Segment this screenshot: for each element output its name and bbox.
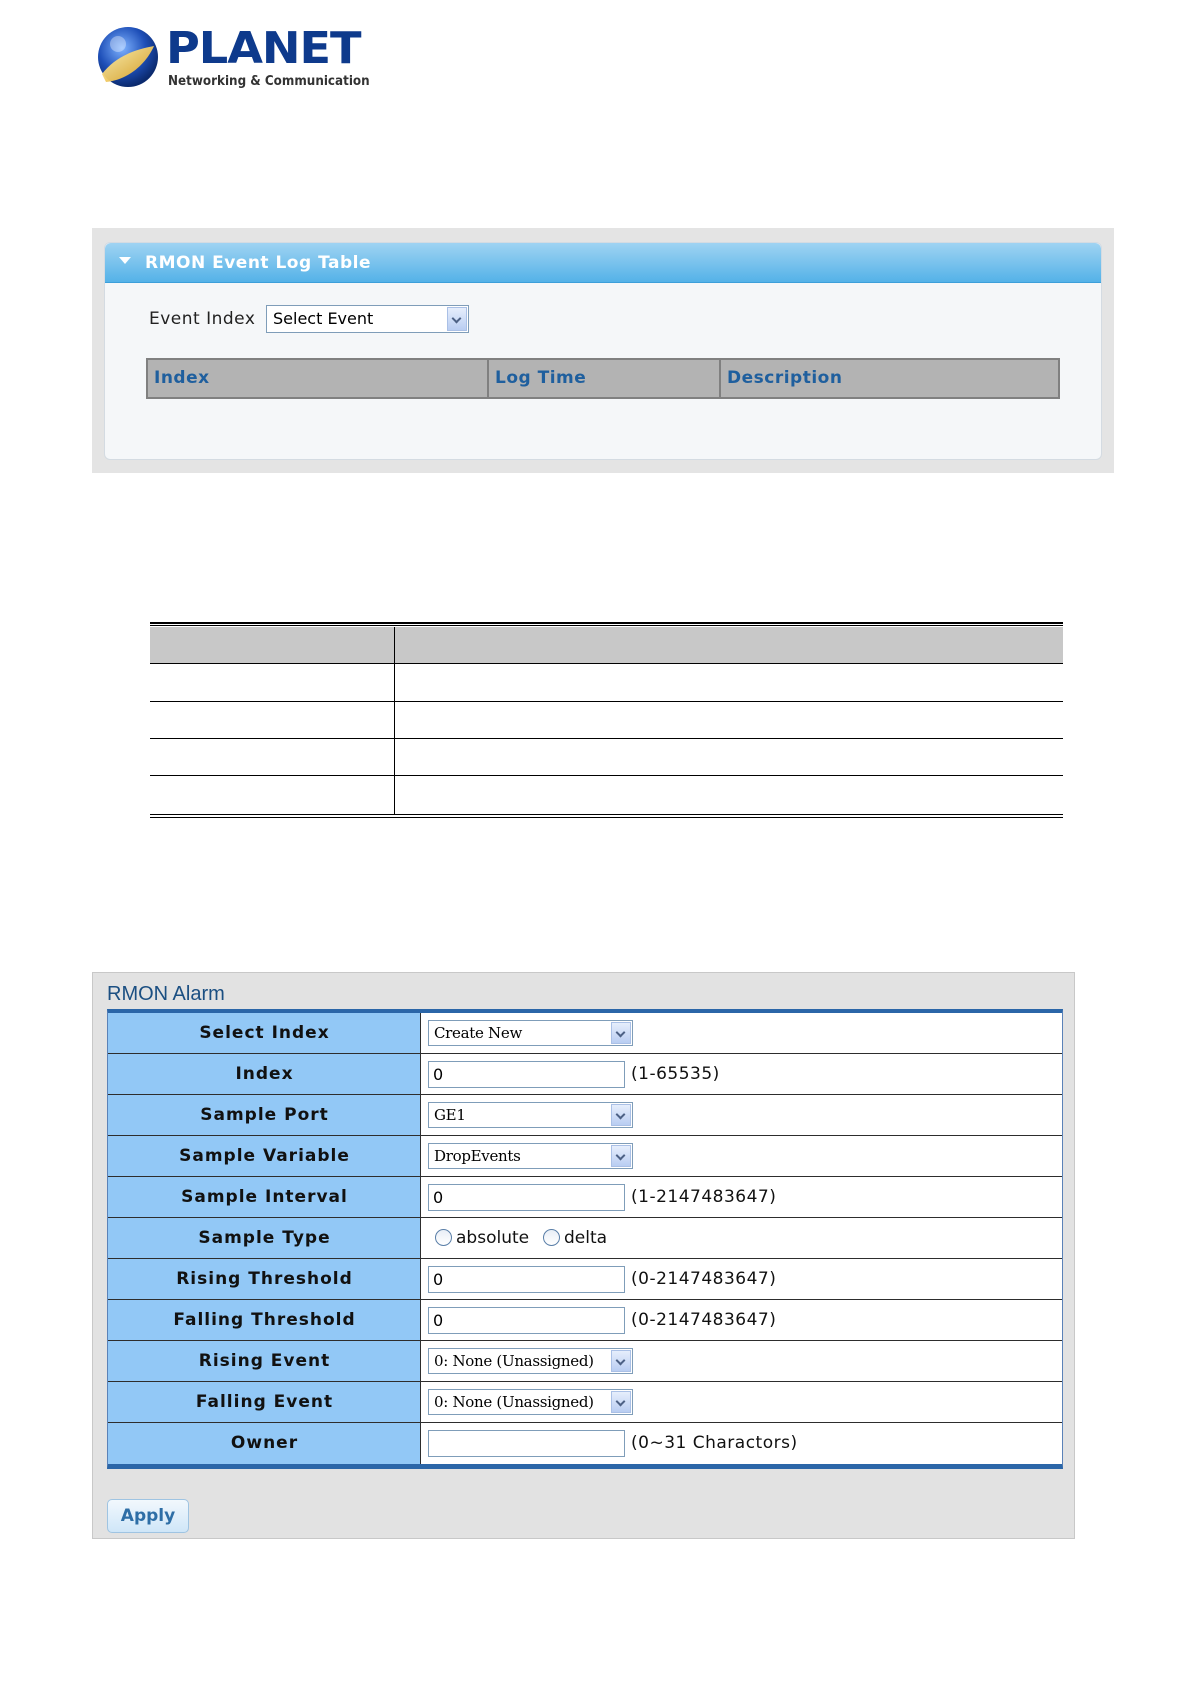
apply-button[interactable]: Apply [107,1499,189,1533]
sample-interval-range-hint: (1-2147483647) [631,1187,777,1207]
dropdown-button[interactable] [611,1145,631,1167]
chevron-down-icon [616,1110,626,1120]
alarm-form-table [107,1009,1063,1469]
rising-threshold-range-hint: (0-2147483647) [631,1269,777,1289]
row-sample-variable [108,1136,1062,1177]
event-log-panel [92,228,1114,473]
sample-interval-input[interactable] [428,1184,625,1211]
owner-length-hint: (0~31 Charactors) [631,1433,798,1453]
absolute-radio-label[interactable]: absolute [456,1228,530,1248]
dropdown-button[interactable] [611,1104,631,1126]
table-row [150,739,1063,776]
rising-event-label: Rising Event [198,1351,331,1371]
chevron-down-icon [616,1356,626,1366]
rising-threshold-label: Rising Threshold [176,1269,353,1289]
delta-radio[interactable] [543,1229,560,1246]
select-index-label: Select Index [199,1023,330,1043]
sample-variable-label: Sample Variable [179,1146,350,1166]
collapse-triangle-icon[interactable] [119,257,131,264]
sample-port-dropdown[interactable]: GE1 [428,1102,633,1128]
falling-event-dropdown[interactable]: 0: None (Unassigned) [428,1389,633,1415]
row-select-index [108,1013,1062,1054]
dropdown-button[interactable] [447,307,467,331]
dropdown-button[interactable] [611,1350,631,1372]
chevron-down-icon [616,1397,626,1407]
column-header-log-time: Log Time [489,360,721,397]
event-index-select-value: Select Event [273,309,374,328]
sample-interval-label: Sample Interval [181,1187,348,1207]
select-index-dropdown[interactable]: Create New [428,1020,633,1046]
alarm-title: RMON Alarm [107,983,225,1005]
rising-threshold-input[interactable] [428,1266,625,1293]
falling-threshold-range-hint: (0-2147483647) [631,1310,777,1330]
table-top-rule [150,622,1063,626]
row-index [108,1054,1062,1095]
owner-input[interactable] [428,1430,625,1457]
document-table [150,622,1063,820]
row-sample-type [108,1218,1062,1259]
chevron-down-icon [616,1028,626,1038]
sample-variable-dropdown[interactable]: DropEvents [428,1143,633,1169]
table-bottom-rule [150,814,1063,818]
chevron-down-icon [452,314,462,324]
logo-tagline: Networking & Communication [168,74,370,89]
table-row [150,702,1063,739]
falling-threshold-label: Falling Threshold [173,1310,356,1330]
event-log-header[interactable] [105,243,1101,283]
dropdown-button[interactable] [611,1022,631,1044]
event-index-label: Event Index [149,309,256,329]
row-rising-event [108,1341,1062,1382]
falling-threshold-input[interactable] [428,1307,625,1334]
event-index-select[interactable] [266,305,469,333]
falling-event-label: Falling Event [195,1392,334,1412]
delta-radio-label[interactable]: delta [564,1228,608,1248]
row-falling-event [108,1382,1062,1423]
planet-logo [96,23,370,94]
table-header-row [150,627,1063,664]
dropdown-button[interactable] [611,1391,631,1413]
row-sample-port [108,1095,1062,1136]
table-row [150,665,1063,702]
event-log-title: RMON Event Log Table [145,253,371,273]
row-sample-interval [108,1177,1062,1218]
rmon-alarm-panel [92,972,1075,1539]
event-log-table-header [146,358,1060,399]
globe-logo-icon [96,24,160,90]
absolute-radio[interactable] [435,1229,452,1246]
sample-type-label: Sample Type [198,1228,331,1248]
index-label: Index [235,1064,294,1084]
row-owner [108,1423,1062,1464]
column-header-index: Index [148,360,489,397]
table-column-divider [394,627,395,814]
index-input[interactable] [428,1061,625,1088]
event-log-card [104,242,1102,460]
chevron-down-icon [616,1151,626,1161]
table-row [150,776,1063,813]
logo-brand-text: PLANET [166,23,361,74]
column-header-description: Description [727,368,843,388]
sample-port-label: Sample Port [200,1105,329,1125]
row-falling-threshold [108,1300,1062,1341]
row-rising-threshold [108,1259,1062,1300]
owner-label: Owner [230,1433,299,1453]
index-range-hint: (1-65535) [631,1064,720,1084]
rising-event-dropdown[interactable]: 0: None (Unassigned) [428,1348,633,1374]
